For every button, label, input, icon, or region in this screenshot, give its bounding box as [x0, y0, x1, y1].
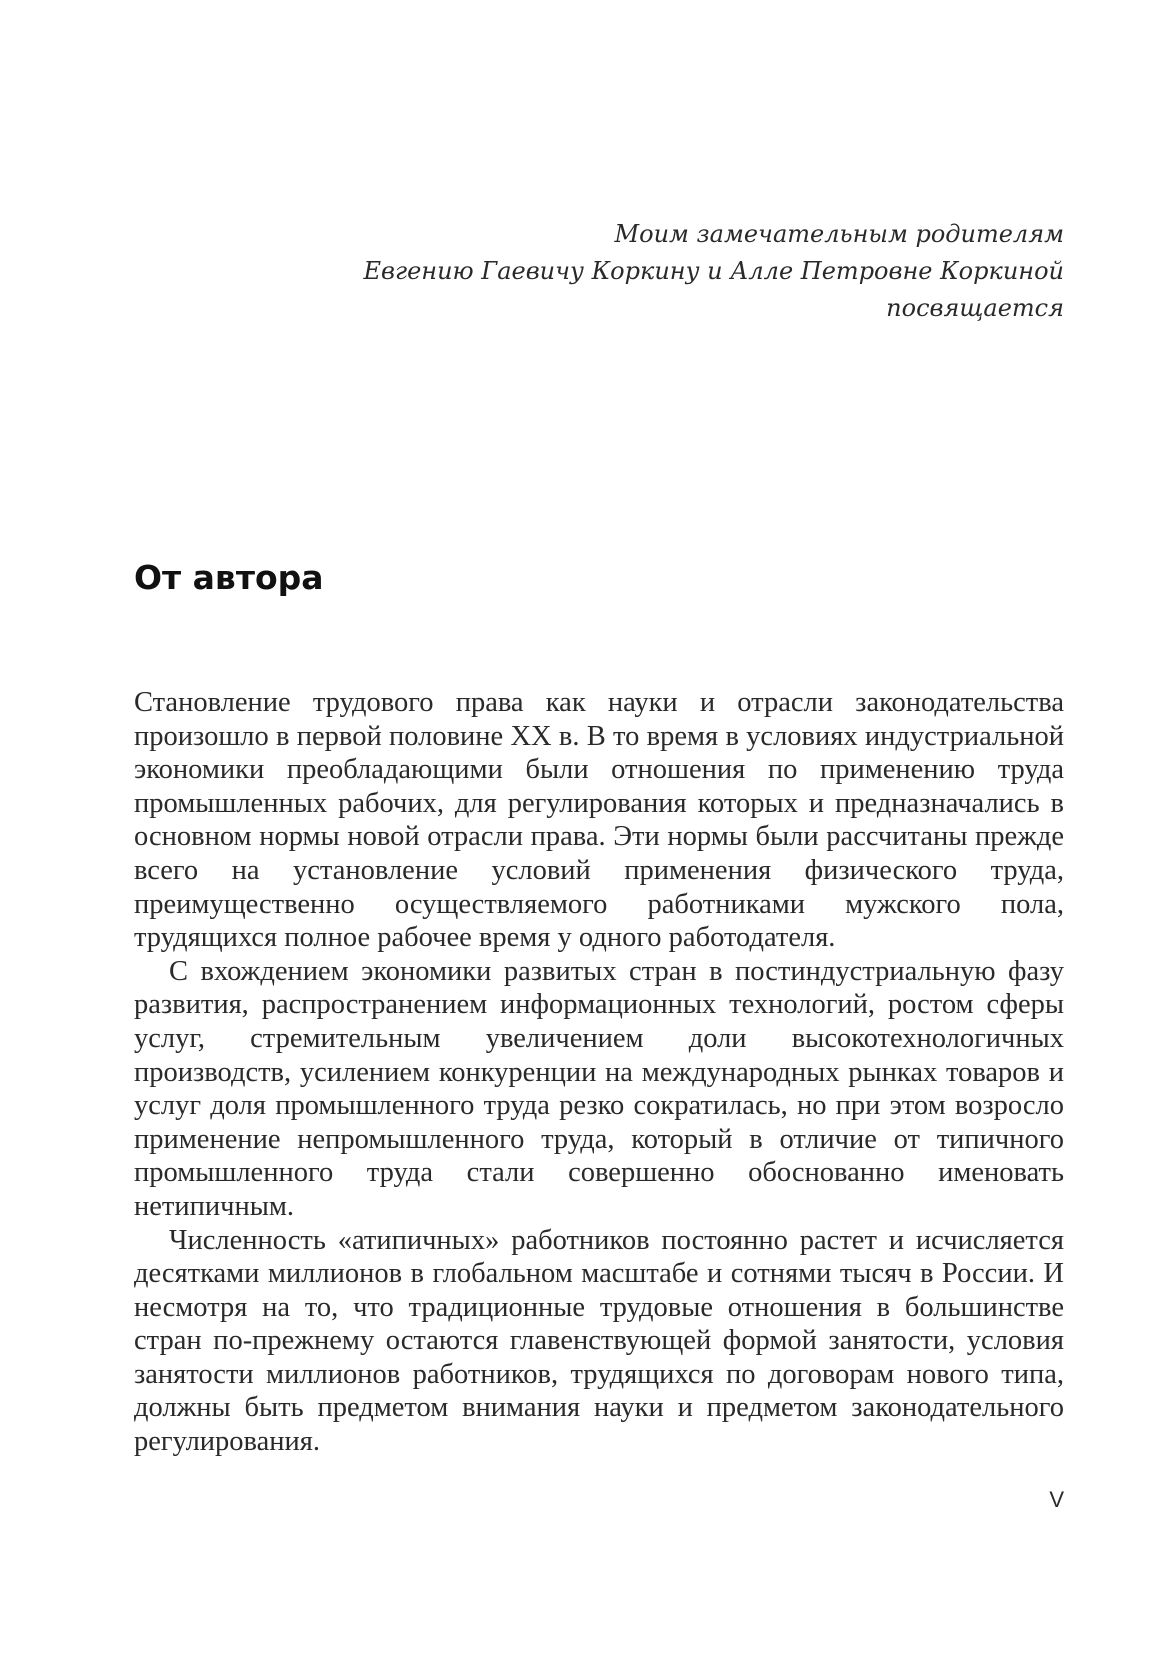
section-heading: От автора: [134, 558, 324, 597]
body-text: [134, 686, 1064, 1459]
dedication: [344, 216, 1064, 327]
paragraph: Становление трудового права как науки и отрасли законодательства произошло в первой половине XX в. В то время в условиях индустриальной экономики преобладающими были отношения по применению труда промышленных рабочих, для регулирования которых и предназначались в основном нормы новой отрасли права. Эти нормы были рассчитаны прежде всего на установление условий применения физического труда, преимущественно осуществляемого работниками мужского пола, трудящихся полное рабочее время у одного работодателя.: [134, 687, 1064, 954]
page-number: V: [1049, 1487, 1064, 1512]
paragraph: Численность «атипичных» работников постоянно растет и исчисляется десятками миллионов в глобальном масштабе и сотнями тысяч в России. И несмотря на то, что традиционные трудовые отношения в большинстве стран по-прежнему остаются главенствующей формой занятости, условия занятости миллионов работников, трудящихся по договорам нового типа, должны быть предметом внимания науки и предметом законодательного регулирования.: [134, 1224, 1064, 1458]
paragraph: С вхождением экономики развитых стран в постиндустриальную фазу развития, распространением информационных технологий, ростом сферы услуг, стремительным увеличением доли высокотехнологичных производств, усилением конкуренции на международных рынках товаров и услуг доля промышленного труда резко сократилась, но при этом возросло применение непромышленного труда, который в отличие от типичного промышленного труда стали совершенно обоснованно именовать нетипичным.: [134, 955, 1064, 1222]
dedication-line: Моим замечательным родителям: [614, 220, 1064, 248]
dedication-line: посвящается: [886, 294, 1064, 322]
dedication-line: Евгению Гаевичу Коркину и Алле Петровне Коркиной: [363, 257, 1064, 285]
